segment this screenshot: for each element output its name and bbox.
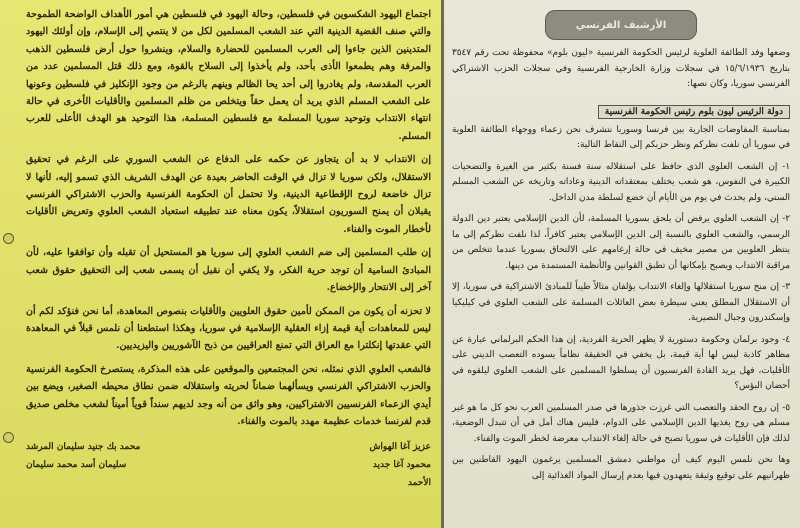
left-paragraph-3: إن طلب المسلمين إلى ضم الشعب العلوي إلى سوريا هو المستحيل أن تقبله وأن توافقوا عليه، لأن المبادئ السامية أن توجد حرية الفكر، ولا يكفي أن نقبل أن يسمى شعب إلى التحقيق حقوق شعب آخر إلى الانتحار والإخضاع.	[26, 247, 431, 294]
binder-hole-icon	[3, 432, 14, 443]
right-paragraph-1: بمناسبة المفاوضات الجارية بين فرنسا وسوريا نتشرف نحن زعماء ووجهاء الطائفة العلوية في سوريا أن نلفت نظركم ونظر حزبكم إلى النقاط التالية:	[452, 124, 790, 150]
left-paragraph-1: اجتماع اليهود الشكسوين في فلسطين، وحالة اليهود في فلسطين هي أمور الأهداف الواضحة الطموحة والتي صنف القضية الدينية التي عند الشعب المسلمين لكل من لا ينتمي إلى الإسلام، وإن أولئك اليهود المتدينين الذين جاءوا إلى العرب المسلمين للحضارة والسلام، وينشروا حول أرض فلسطين الذهب والمرفة وهم يطمعوا الأذى بأحد، ولم يأخذوا إلى السلاح بالقوة، ومع ذلك قتل المسلمين عدد من العرب المقدسة، ولم يغادروا إلى أحد يحا الظالم وينهم بالرغم من وجود الإنكليز في فلسطين وعونها على الشعب المسلم الذي يريد أن يعمل حقاً ويتخلص من ظلم المسلمين والأقليات الأخرى في حالة انتهاء الانتداب وتوحيد سوريا المسلمة مع فلسطين المسلمة، هذا التوحيد هو الهدف الأعلى للعرب المسلم.	[26, 9, 431, 142]
addressee-heading: دولة الرئيس ليون بلوم رئيس الحكومة الفرنسية	[598, 105, 790, 119]
right-paragraph-3: ٢- إن الشعب العلوي يرفض أن يلحق بسوريا المسلمة، لأن الدين الإسلامي يعتبر دين الدولة الرسمي، والشعب العلوي بالنسبة إلى الدين الإسلامي يعتبر كافراً، لذا نلفت نظركم إلى ما ينتظر العلويين من مصير مخيف في حالة إرغامهم على الالتحاق بسوريا عندما تتخلص من مراقبة الانتداب ويصبح بإمكانها أن تطبق القوانين والأنظمة المستمدة من دينها.	[452, 214, 790, 271]
right-intro-paragraph: وضعها وفد الطائفة العلوية لرئيس الحكومة الفرنسية «ليون بلوم» محفوظة تحت رقم ٣٥٤٧ بتاريخ ١٥/٦/١٩٣٦ في سجلات وزارة الخارجية الفرنسية وفي سجلات الحزب الاشتراكي الفرنسي سوريا، وكان نصها:	[452, 48, 790, 89]
signature-name: محمد بك جنيد سليمان المرشد	[26, 442, 141, 453]
left-paragraph-5: فالشعب العلوي الذي نمثله، نحن المجتمعين والموقعين على هذه المذكرة، يستصرخ الحكومة الفرنسية والحزب الاشتراكي الفرنسي ويسألهما ضماناً لحريته واستقلاله ضمن نطاق محيطه الصغير، ويضع بين أيدي الزعماء الفرنسيين الاشتراكيين، وهو واثق من أنه وجد لديهم سنداً قوياً أميناً لشعب مخلص صديق قدم لفرنسا خدمات عظيمة مهدد بالموت والفناء.	[26, 363, 431, 427]
signature-name: عزيز آغا الهواش	[369, 442, 431, 453]
right-paragraph-4: ٣- إن منح سوريا استقلالها وإلغاء الانتداب يؤلفان مثالاً طيباً للمبادئ الاشتراكية في سوريا، إلا أن الاستقلال المطلق يعني سيطرة بعض العائلات المسلمة على الشعب العلوي في كيليكيا وإسكندرون وجبال النصيرية.	[452, 282, 790, 323]
binder-hole-icon	[3, 233, 14, 244]
left-paragraph-4: لا تحزنه أن يكون من الممكن لأمين حقوق العلويين والأقليات بنصوص المعاهدة، أما نحن فنؤكد لكم أن ليس للمعاهدات أية قيمة إزاء العقلية الإسلامية في سوريا، وهكذا استطعنا أن نلمس قبلاً في المعاهدة التي عقدتها إنكلترا مع العراق التي تمنع العراقيين من ذبح الآشوريين واليزيديين.	[26, 305, 431, 352]
signature-row	[26, 438, 431, 456]
stamp-text: الأرشيف الفرنسي	[575, 19, 667, 31]
signature-block	[26, 438, 431, 492]
signature-name: الأحمد	[407, 478, 431, 489]
right-document-page	[444, 0, 800, 528]
signature-name: سليمان أسد محمد سليمان	[26, 460, 127, 471]
right-paragraph-5: ٤- وجود برلمان وحكومة دستورية لا يظهر الحرية الفردية، إن هذا الحكم البرلماني عبارة عن مظاهر كاذبة ليس لها أية قيمة، بل يخفي في الحقيقة نظاماً يسوده التعصب الديني على الأقليات، فهل يريد القادة الفرنسيون أن يسلطوا المسلمين على الشعب العلوي ليلقوه في أحضان البؤس؟	[452, 334, 790, 391]
right-paragraph-2: ١- إن الشعب العلوي الذي حافظ على استقلاله سنة فسنة بكثير من الغيرة والتضحيات الكبيرة في النفوس، هو شعب يختلف بمعتقداته الدينية وعاداته وتاريخه عن الشعب المسلم السني، ولم يحدث في يوم من الأيام أن خضع لسلطة مدن الداخل.	[452, 161, 790, 203]
right-paragraph-6: ٥- إن روح الحقد والتعصب التي غرزت جذورها في صدر المسلمين العرب نحو كل ما هو غير مسلم هي روح يغذيها الدين الإسلامي على الدوام، فليس هناك أمل في أن تتبدل الوضعية، لذلك فإن الأقليات في سوريا تصبح في حالة إلغاء الانتداب معرضة لخطر الموت والفناء.	[452, 402, 790, 444]
archive-stamp	[545, 10, 697, 40]
signature-name: محمود آغا جديد	[372, 460, 431, 471]
signature-row	[26, 456, 431, 474]
left-paragraph-2: إن الانتداب لا بد أن يتجاوز عن حكمه على الدفاع عن الشعب السوري على الرغم في تحقيق الاستقلال، ولكن سوريا لا تزال في الوقت الحاضر بعيدة عن الهدف الشريف الذي تسمو إليه، لأنها لا تزال خاضعة لروح الإقطاعية الدينية، ولا تحتمل أن الحكومة الفرنسية والحزب الاشتراكي الفرنسي يقبلان أن يمنح السوريون استقلالاً، يكون معناه عند تطبيقه استعباد الشعب العلوي وتعريض الأقليات لأخطار الموت والفناء.	[26, 154, 431, 235]
right-paragraph-7: وها نحن نلمس اليوم كيف أن مواطني دمشق المسلمين يرغمون اليهود القاطنين بين ظهرانيهم على توقيع وثيقة يتعهدون فيها بعدم إرسال المواد الغذائية إلى	[452, 455, 790, 481]
